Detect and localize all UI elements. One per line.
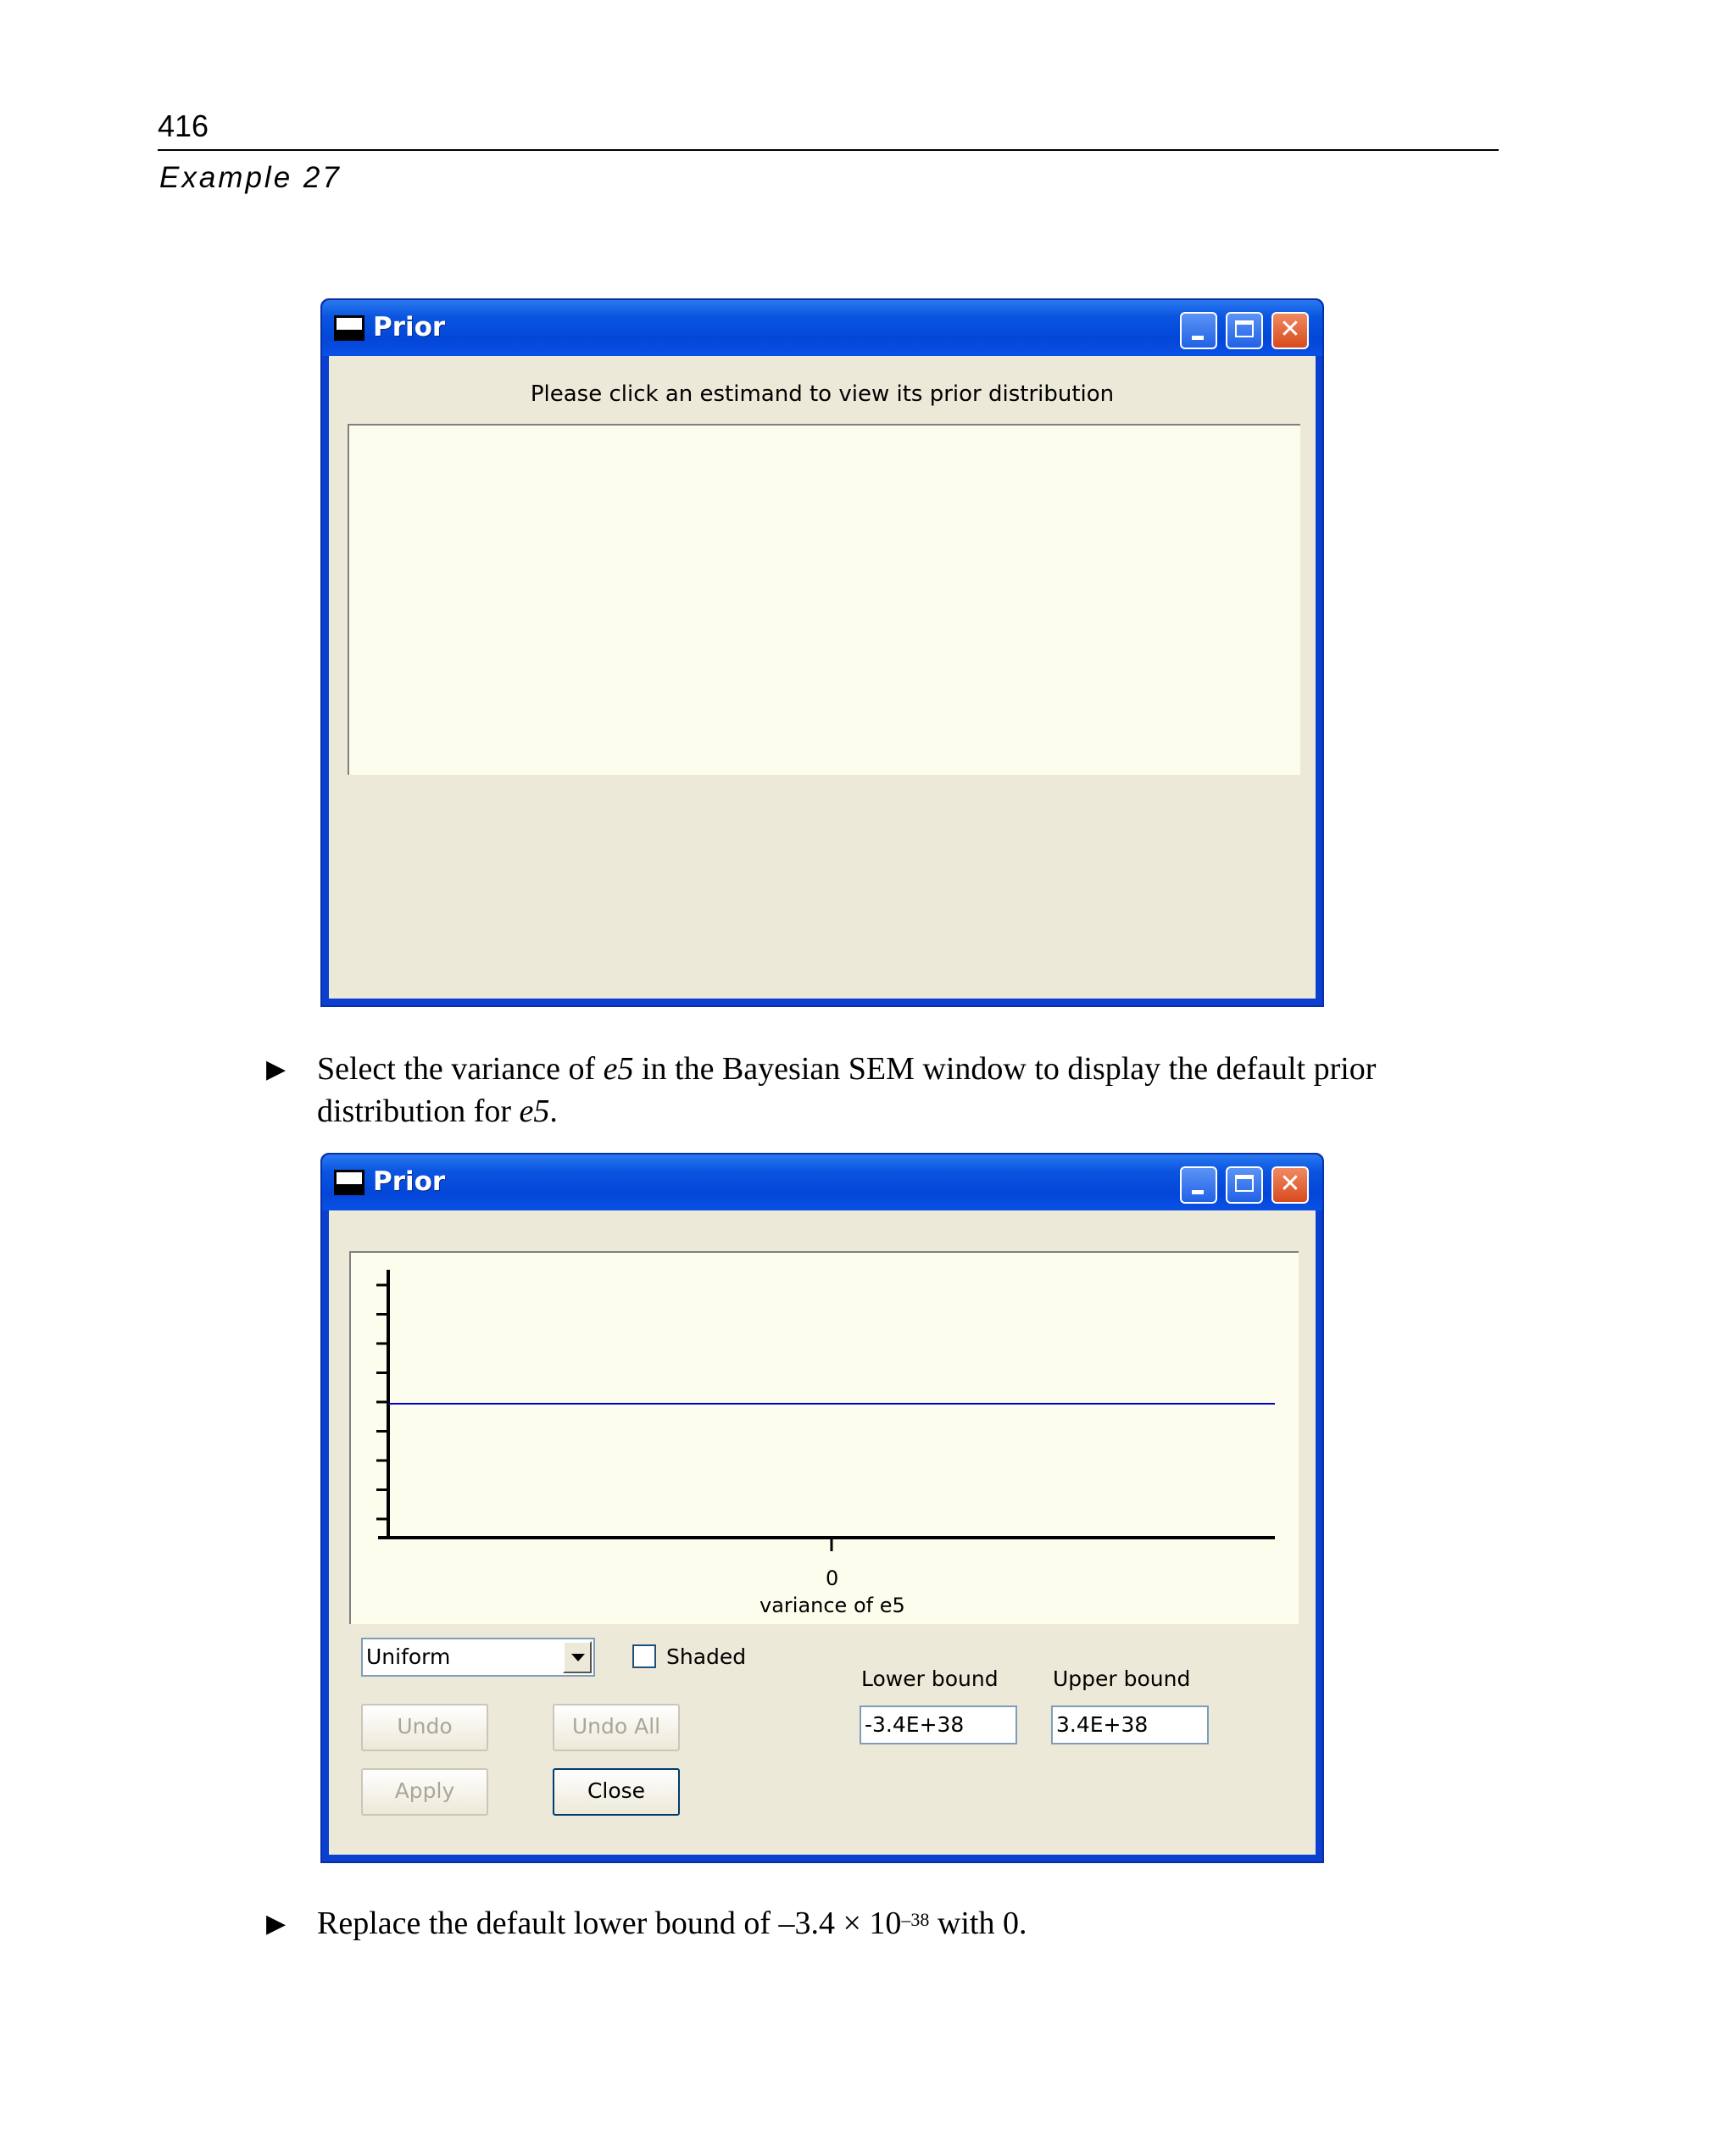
title-bar[interactable] [322, 300, 1322, 356]
chapter-title: Example 27 [159, 161, 342, 194]
window-client-area [329, 356, 1316, 999]
bullet-marker: ▶ [266, 1054, 287, 1084]
title-bar[interactable] [322, 1155, 1322, 1210]
distribution-select[interactable] [361, 1638, 595, 1677]
window-client-area [329, 1210, 1316, 1855]
upper-bound-label: Upper bound [1053, 1666, 1191, 1691]
dropdown-arrow-icon[interactable] [563, 1641, 592, 1673]
maximize-button[interactable] [1226, 312, 1263, 349]
lower-bound-label: Lower bound [861, 1666, 999, 1691]
x-tick-label: 0 [826, 1566, 839, 1590]
window-title: Prior [373, 1166, 446, 1197]
window-title: Prior [373, 312, 446, 342]
distribution-value: Uniform [366, 1644, 451, 1669]
step-instruction-1: Select the variance of e5 in the Bayesian SEM window to display the default prior distribution for e5. [317, 1051, 1377, 1129]
window-icon[interactable] [334, 1170, 364, 1195]
apply-button[interactable]: Apply [361, 1768, 488, 1816]
maximize-button[interactable] [1226, 1166, 1263, 1204]
minimize-button[interactable] [1180, 1166, 1217, 1204]
prior-plot-area-empty[interactable] [348, 424, 1300, 775]
prompt-text: Please click an estimand to view its prior distribution [530, 381, 1115, 407]
close-window-button[interactable]: ✕ [1271, 1166, 1309, 1204]
var-e5: e5 [603, 1051, 634, 1087]
step-instruction-2: Replace the default lower bound of $-3.4 \times 10^{-38}$ with 0. [317, 1906, 1027, 1941]
prior-chart [351, 1253, 1299, 1624]
close-button[interactable]: Close [553, 1768, 680, 1816]
page-number: 416 [158, 108, 209, 143]
prior-plot-area[interactable] [349, 1251, 1299, 1624]
var-e5: e5 [519, 1093, 550, 1129]
close-window-button[interactable]: ✕ [1271, 312, 1309, 349]
minimize-button[interactable] [1180, 312, 1217, 349]
window-icon[interactable] [334, 315, 364, 341]
prior-window-e5 [320, 1153, 1324, 1863]
undo-all-button[interactable]: Undo All [553, 1704, 680, 1751]
header-rule [158, 149, 1499, 151]
bullet-marker: ▶ [266, 1909, 287, 1939]
upper-bound-input[interactable]: 3.4E+38 [1051, 1705, 1209, 1744]
shaded-label[interactable]: Shaded [666, 1644, 747, 1669]
lower-bound-input[interactable]: -3.4E+38 [860, 1705, 1017, 1744]
prior-window-empty [320, 298, 1324, 1007]
shaded-checkbox[interactable] [632, 1644, 656, 1668]
exponent: –38 [901, 1909, 930, 1930]
x-axis-label: variance of e5 [760, 1594, 905, 1617]
undo-button[interactable]: Undo [361, 1704, 488, 1751]
